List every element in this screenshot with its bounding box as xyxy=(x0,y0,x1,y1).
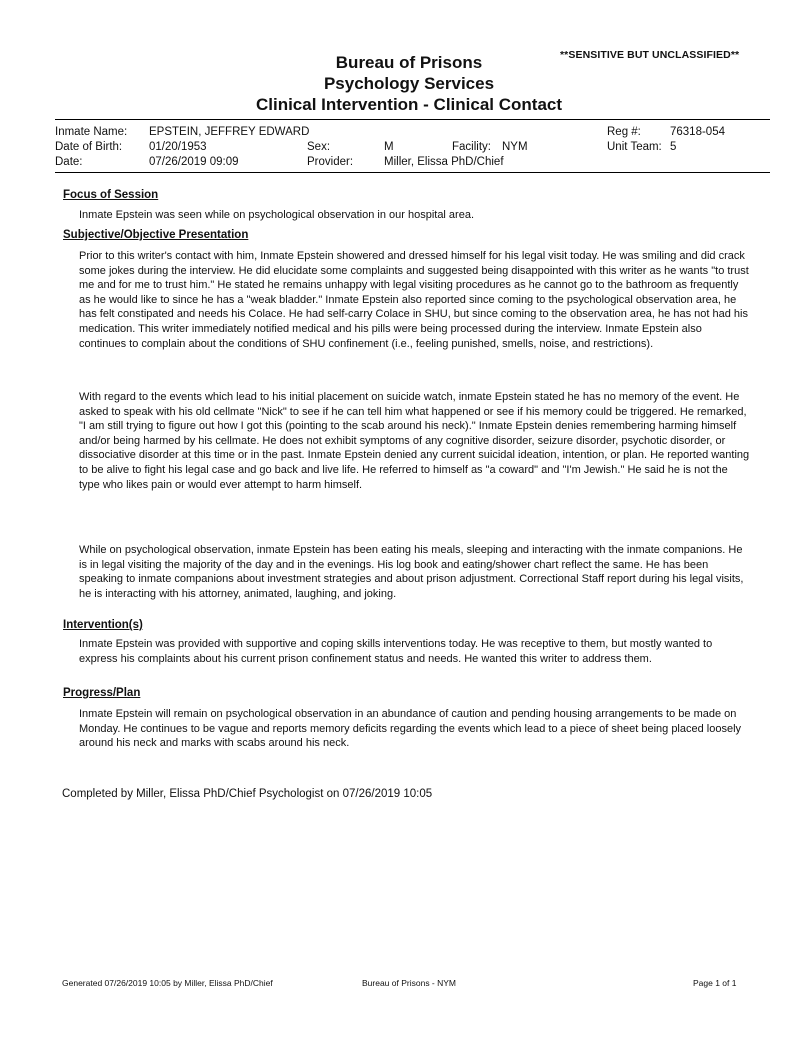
header-top-rule xyxy=(55,119,770,120)
inmate-name-value: EPSTEIN, JEFFREY EDWARD xyxy=(149,126,310,138)
date-value: 07/26/2019 09:09 xyxy=(149,156,239,168)
unit-team-value: 5 xyxy=(670,141,677,153)
progress-heading: Progress/Plan xyxy=(63,687,141,699)
footer-page-number: Page 1 of 1 xyxy=(693,978,737,988)
subjective-paragraph-3: While on psychological observation, inmate Epstein has been eating his meals, sleeping and interacting with the inmate companions. He is in legal visiting the majority of the day and in the evenings. His log book and eating/shower chart reflect the same. He has been speaking to inmate companions about investment strategies and about prison adjustment. Correctional Staff report during his legal visits, he is interacting with his attorney, animated, laughing, and joking. xyxy=(79,544,744,600)
footer-generated: Generated 07/26/2019 10:05 by Miller, Elissa PhD/Chief xyxy=(62,978,273,988)
intervention-text: Inmate Epstein was provided with supportive and coping skills interventions today. He was receptive to them, but mostly wanted to express his complaints about his current prison confinement status and needs. He wanted this writer to address them. xyxy=(79,638,713,665)
completed-line: Completed by Miller, Elissa PhD/Chief Psychologist on 07/26/2019 10:05 xyxy=(62,788,433,800)
facility-label: Facility: xyxy=(452,141,491,153)
focus-heading: Focus of Session xyxy=(63,189,159,201)
subjective-paragraph-2: With regard to the events which lead to his initial placement on suicide watch, inmate Epstein stated he has no memory of the event. He asked to speak with his old cellmate "Nick" to see if he can tell him what happened or see if his memory could be triggered. He remarked, "I am still trying to figure out how I got this (pointing to the scab around his neck)." Inmate Epstein denies remembering harming himself and/or being harmed by his cellmate. He does not exhibit symptoms of any cognitive disorder, seizure disorder, psychotic disorder, or dissociative disorder at this time or in the past. Inmate Epstein denied any current suicidal ideation, intention, or plan. He reported wanting to be alive to fight his legal case and go back and live life. He referred to himself as "a coward" and "I'm Jewish." He said he is not the type who likes pain or would ever attempt to harm himself. xyxy=(79,391,750,491)
title-bureau: Bureau of Prisons xyxy=(335,53,483,72)
sex-label: Sex: xyxy=(307,141,331,153)
header-bottom-rule xyxy=(55,172,770,173)
reg-value: 76318-054 xyxy=(670,126,725,138)
classification-marking: **SENSITIVE BUT UNCLASSIFIED** xyxy=(560,49,740,61)
progress-text: Inmate Epstein will remain on psychological observation in an abundance of caution and pending housing arrangements to be made on Monday. He continues to be vague and reports memory deficits regarding the events which lead to a piece of sheet being placed loosely around his neck and marks with scabs around his neck. xyxy=(79,708,742,750)
sex-value: M xyxy=(384,141,394,153)
provider-label: Provider: xyxy=(307,156,354,168)
subjective-heading: Subjective/Objective Presentation xyxy=(63,229,249,241)
dob-value: 01/20/1953 xyxy=(149,141,207,153)
title-psychology: Psychology Services xyxy=(323,74,495,93)
focus-text: Inmate Epstein was seen while on psychological observation in our hospital area. xyxy=(79,209,475,221)
date-label: Date: xyxy=(55,156,83,168)
footer-facility: Bureau of Prisons - NYM xyxy=(362,978,457,988)
unit-team-label: Unit Team: xyxy=(607,141,662,153)
provider-value: Miller, Elissa PhD/Chief xyxy=(384,156,504,168)
reg-label: Reg #: xyxy=(607,126,641,138)
title-clinical-contact: Clinical Intervention - Clinical Contact xyxy=(255,95,563,114)
inmate-name-label: Inmate Name: xyxy=(55,126,128,138)
facility-value: NYM xyxy=(502,141,528,153)
intervention-heading: Intervention(s) xyxy=(63,619,143,631)
dob-label: Date of Birth: xyxy=(55,141,123,153)
subjective-paragraph-1: Prior to this writer's contact with him, Inmate Epstein showered and dressed himself for his legal visit today. He was smiling and did crack some jokes during the interview. He did elucidate some complaints and suggested being disappointed with this writer as he wants "to trust me and for me to trust him." He stated he remains unhappy with legal visiting procedures as he cannot go to the bathroom as frequently as he would like to since he has a "weak bladder." Inmate Epstein also reported since coming to the psychological observation area, he has felt constipated and needs his Colace. He had self-carry Colace in SHU, but since coming to the observation area, he has not had his medication. This writer immediately notified medical and his pills were being processed during the interview. Inmate Epstein also continues to complain about the conditions of SHU confinement (i.e., feeling punished, smells, noise, and restrictions). xyxy=(79,250,749,350)
